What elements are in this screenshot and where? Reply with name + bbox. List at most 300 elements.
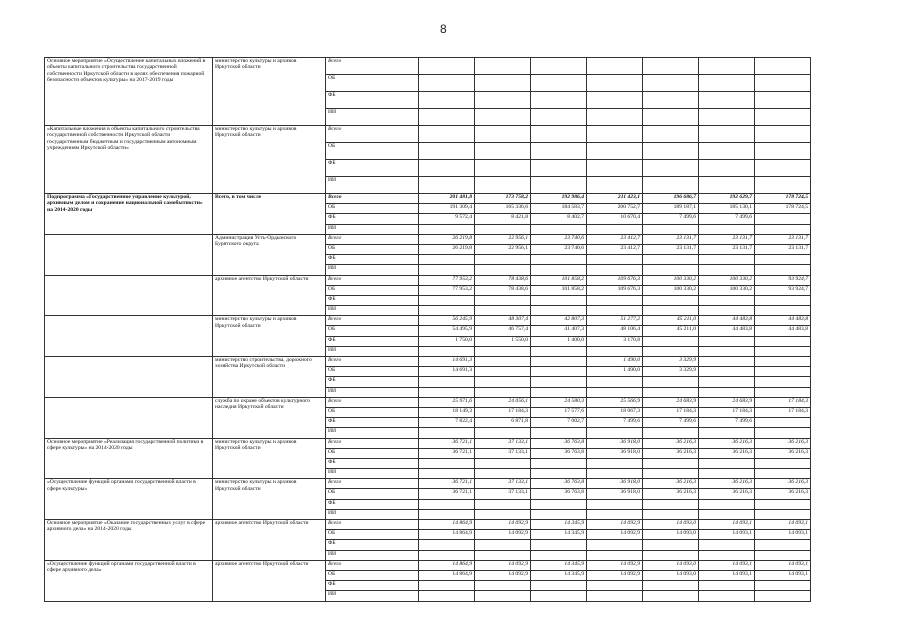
amount-cell (475, 550, 531, 560)
amount-cell: 9 572,4 (419, 214, 475, 224)
funding-source-cell: ФБ (326, 458, 419, 468)
amount-cell: 14 093,0 (643, 560, 699, 570)
amount-cell (475, 428, 531, 438)
funding-source-cell: ОБ (326, 143, 419, 160)
amount-cell: 14 093,0 (643, 530, 699, 540)
amount-cell (475, 295, 531, 305)
funding-source-cell: ОБ (326, 530, 419, 540)
amount-cell: 23 412,7 (587, 244, 643, 254)
amount-cell (643, 109, 699, 126)
amount-cell: 100 330,2 (643, 285, 699, 295)
amount-cell (475, 58, 531, 75)
amount-cell (475, 92, 531, 109)
amount-cell (699, 295, 755, 305)
funding-source-cell: ФБ (326, 295, 419, 305)
funding-source-cell: Всего (326, 58, 419, 75)
amount-cell (587, 387, 643, 397)
amount-cell (755, 428, 811, 438)
amount-cell (643, 58, 699, 75)
amount-cell: 36 216,3 (755, 489, 811, 499)
amount-cell (587, 295, 643, 305)
amount-cell: 23 131,7 (643, 244, 699, 254)
amount-cell: 100 330,2 (699, 275, 755, 285)
amount-cell (699, 458, 755, 468)
amount-cell (587, 58, 643, 75)
funding-source-cell: ИИ (326, 109, 419, 126)
amount-cell (587, 224, 643, 234)
amount-cell: 7 002,7 (531, 418, 587, 428)
activity-name-cell (45, 275, 213, 316)
executor-cell: Администрация Усть-Ордынского Бурятского округа (213, 234, 326, 275)
amount-cell: 14 092,9 (587, 530, 643, 540)
amount-cell: 36 721,1 (419, 479, 475, 489)
amount-cell: 22 956,1 (475, 244, 531, 254)
amount-cell (419, 428, 475, 438)
amount-cell: 17 184,3 (699, 407, 755, 417)
amount-cell: 14 093,0 (643, 570, 699, 580)
amount-cell (643, 92, 699, 109)
amount-cell: 51 277,2 (587, 316, 643, 326)
amount-cell (755, 458, 811, 468)
amount-cell (531, 306, 587, 316)
amount-cell: 26 219,8 (419, 234, 475, 244)
amount-cell (699, 591, 755, 601)
executor-cell: министерство культуры и архивов Иркутской области (213, 58, 326, 126)
amount-cell (755, 58, 811, 75)
amount-cell (755, 295, 811, 305)
amount-cell (643, 346, 699, 356)
amount-cell (755, 160, 811, 177)
funding-source-cell: ФБ (326, 581, 419, 591)
funding-source-cell: ФБ (326, 499, 419, 509)
amount-cell (587, 265, 643, 275)
amount-cell: 24 056,1 (475, 397, 531, 407)
funding-source-cell: ФБ (326, 418, 419, 428)
amount-cell (587, 377, 643, 387)
table-row (45, 560, 811, 570)
amount-cell (643, 255, 699, 265)
amount-cell (643, 428, 699, 438)
amount-cell: 1 750,0 (419, 336, 475, 346)
amount-cell (419, 143, 475, 160)
amount-cell: 192 986,4 (531, 194, 587, 204)
amount-cell (531, 75, 587, 92)
amount-cell: 14 092,9 (475, 570, 531, 580)
amount-cell: 8 402,7 (531, 214, 587, 224)
amount-cell: 17 577,6 (531, 407, 587, 417)
funding-source-cell: ОБ (326, 407, 419, 417)
amount-cell (643, 295, 699, 305)
amount-cell: 23 131,7 (699, 234, 755, 244)
amount-cell (531, 143, 587, 160)
amount-cell (419, 458, 475, 468)
amount-cell (699, 255, 755, 265)
amount-cell (699, 428, 755, 438)
amount-cell (475, 177, 531, 194)
amount-cell (531, 509, 587, 519)
activity-name-cell (45, 357, 213, 398)
funding-source-cell: Всего (326, 275, 419, 285)
amount-cell: 36 216,3 (643, 448, 699, 458)
amount-cell: 14 864,9 (419, 530, 475, 540)
amount-cell: 1 490,0 (587, 357, 643, 367)
funding-source-cell: ОБ (326, 448, 419, 458)
amount-cell: 48 307,4 (475, 316, 531, 326)
amount-cell: 6 871,8 (475, 418, 531, 428)
amount-cell (419, 109, 475, 126)
amount-cell: 7 822,4 (419, 418, 475, 428)
amount-cell (643, 509, 699, 519)
amount-cell (699, 160, 755, 177)
amount-cell: 7 499,6 (587, 418, 643, 428)
amount-cell (643, 143, 699, 160)
budget-table (44, 57, 811, 602)
activity-name-cell: Основное мероприятие «Реализация государственной политики в сфере культуры» на 2014-2020 годы (45, 438, 213, 479)
amount-cell: 14 345,9 (531, 560, 587, 570)
amount-cell (419, 126, 475, 143)
funding-source-cell: ИИ (326, 265, 419, 275)
amount-cell (475, 367, 531, 377)
amount-cell: 18 149,3 (419, 407, 475, 417)
funding-source-cell: Всего (326, 234, 419, 244)
amount-cell: 17 184,3 (755, 397, 811, 407)
amount-cell (531, 255, 587, 265)
amount-cell: 78 438,6 (475, 285, 531, 295)
executor-cell: министерство культуры и архивов Иркутской области (213, 479, 326, 520)
amount-cell (755, 387, 811, 397)
amount-cell: 36 918,0 (587, 438, 643, 448)
amount-cell: 25 971,6 (419, 397, 475, 407)
amount-cell (755, 75, 811, 92)
amount-cell (699, 540, 755, 550)
amount-cell: 41 407,3 (531, 326, 587, 336)
funding-source-cell: ИИ (326, 387, 419, 397)
amount-cell (419, 295, 475, 305)
amount-cell (531, 499, 587, 509)
amount-cell: 23 131,7 (755, 234, 811, 244)
amount-cell: 185 130,1 (699, 204, 755, 214)
funding-source-cell: ИИ (326, 428, 419, 438)
amount-cell (587, 550, 643, 560)
activity-name-cell (45, 397, 213, 438)
amount-cell: 14 691,3 (419, 367, 475, 377)
funding-source-cell: ОБ (326, 326, 419, 336)
amount-cell: 3 170,8 (587, 336, 643, 346)
amount-cell: 1 490,0 (587, 367, 643, 377)
amount-cell (643, 224, 699, 234)
amount-cell: 36 216,3 (755, 479, 811, 489)
amount-cell (531, 224, 587, 234)
amount-cell (419, 540, 475, 550)
amount-cell: 36 216,3 (699, 438, 755, 448)
amount-cell (531, 540, 587, 550)
amount-cell: 14 345,9 (531, 530, 587, 540)
amount-cell (475, 126, 531, 143)
table-row (45, 397, 811, 407)
amount-cell: 93 924,7 (755, 285, 811, 295)
amount-cell (643, 75, 699, 92)
amount-cell: 14 093,1 (699, 560, 755, 570)
amount-cell (419, 58, 475, 75)
amount-cell: 211 423,1 (587, 194, 643, 204)
amount-cell: 36 918,0 (587, 479, 643, 489)
amount-cell (699, 469, 755, 479)
amount-cell (755, 306, 811, 316)
amount-cell (755, 509, 811, 519)
amount-cell: 14 093,1 (755, 570, 811, 580)
amount-cell (475, 581, 531, 591)
amount-cell (531, 387, 587, 397)
amount-cell: 36 721,1 (419, 489, 475, 499)
funding-source-cell: ИИ (326, 177, 419, 194)
amount-cell: 36 721,1 (419, 448, 475, 458)
amount-cell (419, 591, 475, 601)
amount-cell (587, 540, 643, 550)
table-row (45, 479, 811, 489)
funding-source-cell: Всего (326, 316, 419, 326)
amount-cell (419, 224, 475, 234)
amount-cell (755, 265, 811, 275)
funding-source-cell: ОБ (326, 75, 419, 92)
funding-source-cell: ФБ (326, 92, 419, 109)
amount-cell (643, 591, 699, 601)
amount-cell (475, 346, 531, 356)
amount-cell (419, 346, 475, 356)
funding-source-cell: Всего (326, 126, 419, 143)
amount-cell: 24 683,9 (699, 397, 755, 407)
funding-source-cell: Всего (326, 357, 419, 367)
amount-cell (587, 591, 643, 601)
amount-cell: 101 858,2 (531, 275, 587, 285)
amount-cell (755, 255, 811, 265)
amount-cell: 17 184,3 (755, 407, 811, 417)
amount-cell: 1 550,0 (475, 336, 531, 346)
amount-cell (643, 458, 699, 468)
amount-cell (531, 458, 587, 468)
amount-cell: 25 566,9 (587, 397, 643, 407)
table-row (45, 520, 811, 530)
table-row (45, 316, 811, 326)
amount-cell (587, 255, 643, 265)
amount-cell: 36 918,0 (587, 448, 643, 458)
amount-cell (531, 346, 587, 356)
amount-cell (587, 581, 643, 591)
amount-cell (531, 428, 587, 438)
amount-cell: 14 092,9 (587, 560, 643, 570)
amount-cell: 36 216,3 (699, 489, 755, 499)
amount-cell (755, 367, 811, 377)
amount-cell (699, 499, 755, 509)
amount-cell (531, 58, 587, 75)
amount-cell: 56 245,9 (419, 316, 475, 326)
table-row (45, 58, 811, 75)
amount-cell: 14 691,3 (419, 357, 475, 367)
amount-cell (419, 509, 475, 519)
amount-cell: 14 092,9 (475, 520, 531, 530)
amount-cell: 14 092,9 (587, 570, 643, 580)
amount-cell (419, 265, 475, 275)
amount-cell (755, 581, 811, 591)
amount-cell: 100 330,2 (699, 285, 755, 295)
funding-source-cell: ФБ (326, 336, 419, 346)
amount-cell: 36 216,3 (699, 448, 755, 458)
amount-cell (531, 377, 587, 387)
amount-cell: 45 211,0 (643, 326, 699, 336)
amount-cell: 26 219,8 (419, 244, 475, 254)
amount-cell (755, 357, 811, 367)
executor-cell: министерство культуры и архивов Иркутской области (213, 126, 326, 194)
amount-cell (643, 581, 699, 591)
funding-source-cell: ОБ (326, 244, 419, 254)
activity-name-cell: «Капитальные вложения в объекты капитального строительства государственной собственности Иркутской области государственным бюджетным и государственным автономным учреждениям Иркутской области» (45, 126, 213, 194)
amount-cell (755, 143, 811, 160)
amount-cell (699, 509, 755, 519)
amount-cell (755, 469, 811, 479)
amount-cell (643, 550, 699, 560)
funding-source-cell: ИИ (326, 591, 419, 601)
amount-cell (531, 367, 587, 377)
amount-cell (419, 550, 475, 560)
amount-cell: 18 067,3 (587, 407, 643, 417)
amount-cell (643, 265, 699, 275)
amount-cell: 24 580,3 (531, 397, 587, 407)
amount-cell: 14 864,9 (419, 520, 475, 530)
funding-source-cell: ОБ (326, 285, 419, 295)
amount-cell (587, 428, 643, 438)
amount-cell: 36 216,3 (643, 489, 699, 499)
amount-cell: 22 956,1 (475, 234, 531, 244)
amount-cell: 1 400,0 (531, 336, 587, 346)
amount-cell (587, 75, 643, 92)
amount-cell: 23 740,6 (531, 244, 587, 254)
amount-cell (755, 550, 811, 560)
amount-cell: 14 093,1 (755, 530, 811, 540)
amount-cell: 8 421,8 (475, 214, 531, 224)
funding-source-cell: ОБ (326, 204, 419, 214)
amount-cell (699, 377, 755, 387)
amount-cell: 178 724,5 (755, 204, 811, 214)
amount-cell (699, 58, 755, 75)
amount-cell (643, 177, 699, 194)
amount-cell: 48 106,4 (587, 326, 643, 336)
amount-cell: 36 216,3 (755, 438, 811, 448)
funding-source-cell: ФБ (326, 540, 419, 550)
amount-cell: 17 184,3 (643, 407, 699, 417)
amount-cell: 14 092,9 (587, 520, 643, 530)
amount-cell (755, 214, 811, 224)
amount-cell (699, 177, 755, 194)
amount-cell: 10 670,4 (587, 214, 643, 224)
amount-cell: 101 858,2 (531, 285, 587, 295)
amount-cell (419, 499, 475, 509)
amount-cell (643, 160, 699, 177)
activity-name-cell: «Осуществление функций органами государственной власти в сфере архивного дела» (45, 560, 213, 601)
amount-cell: 37 133,1 (475, 489, 531, 499)
amount-cell: 14 093,1 (755, 520, 811, 530)
amount-cell: 36 763,8 (531, 448, 587, 458)
amount-cell (475, 469, 531, 479)
amount-cell (755, 126, 811, 143)
amount-cell (587, 160, 643, 177)
amount-cell: 14 864,9 (419, 570, 475, 580)
amount-cell: 36 763,8 (531, 479, 587, 489)
amount-cell (643, 387, 699, 397)
amount-cell: 23 131,7 (643, 234, 699, 244)
amount-cell (643, 126, 699, 143)
activity-name-cell: Основное мероприятие «Оказание государственных услуг в сфере архивного дела» на 2014-2020 годы (45, 520, 213, 561)
amount-cell (643, 306, 699, 316)
amount-cell (531, 581, 587, 591)
amount-cell (699, 126, 755, 143)
executor-cell: министерство культуры и архивов Иркутской области (213, 438, 326, 479)
amount-cell (531, 109, 587, 126)
executor-cell: архивное агентство Иркутской области (213, 275, 326, 316)
amount-cell: 78 438,6 (475, 275, 531, 285)
executor-cell: министерство культуры и архивов Иркутской области (213, 316, 326, 357)
amount-cell (531, 295, 587, 305)
amount-cell: 77 953,2 (419, 285, 475, 295)
amount-cell (475, 265, 531, 275)
amount-cell: 42 807,3 (531, 316, 587, 326)
funding-source-cell: Всего (326, 560, 419, 570)
table-row (45, 438, 811, 448)
amount-cell (419, 377, 475, 387)
activity-name-cell: «Осуществление функций органами государственной власти в сфере культуры» (45, 479, 213, 520)
amount-cell (475, 224, 531, 234)
amount-cell (755, 540, 811, 550)
amount-cell: 23 412,7 (587, 234, 643, 244)
amount-cell: 178 724,5 (755, 194, 811, 204)
amount-cell: 14 092,9 (475, 530, 531, 540)
funding-source-cell: ИИ (326, 346, 419, 356)
amount-cell (531, 357, 587, 367)
amount-cell: 37 133,1 (475, 479, 531, 489)
amount-cell (587, 346, 643, 356)
amount-cell (755, 418, 811, 428)
amount-cell (475, 387, 531, 397)
amount-cell: 100 330,2 (643, 275, 699, 285)
amount-cell (531, 469, 587, 479)
amount-cell (531, 92, 587, 109)
funding-source-cell: ФБ (326, 160, 419, 177)
amount-cell (755, 92, 811, 109)
amount-cell (419, 177, 475, 194)
amount-cell: 46 757,4 (475, 326, 531, 336)
amount-cell (587, 306, 643, 316)
funding-source-cell: ФБ (326, 255, 419, 265)
amount-cell: 14 093,0 (643, 520, 699, 530)
amount-cell (699, 92, 755, 109)
amount-cell: 14 092,9 (475, 560, 531, 570)
amount-cell (699, 367, 755, 377)
amount-cell (587, 469, 643, 479)
amount-cell (475, 143, 531, 160)
funding-source-cell: Всего (326, 438, 419, 448)
amount-cell (643, 336, 699, 346)
amount-cell: 196 686,7 (643, 194, 699, 204)
table-row (45, 194, 811, 204)
amount-cell (475, 509, 531, 519)
table-row (45, 275, 811, 285)
amount-cell (755, 377, 811, 387)
amount-cell: 44 483,8 (699, 326, 755, 336)
amount-cell (643, 540, 699, 550)
amount-cell: 93 924,7 (755, 275, 811, 285)
amount-cell (699, 387, 755, 397)
funding-source-cell: ОБ (326, 489, 419, 499)
amount-cell: 36 721,1 (419, 438, 475, 448)
funding-source-cell: ИИ (326, 550, 419, 560)
